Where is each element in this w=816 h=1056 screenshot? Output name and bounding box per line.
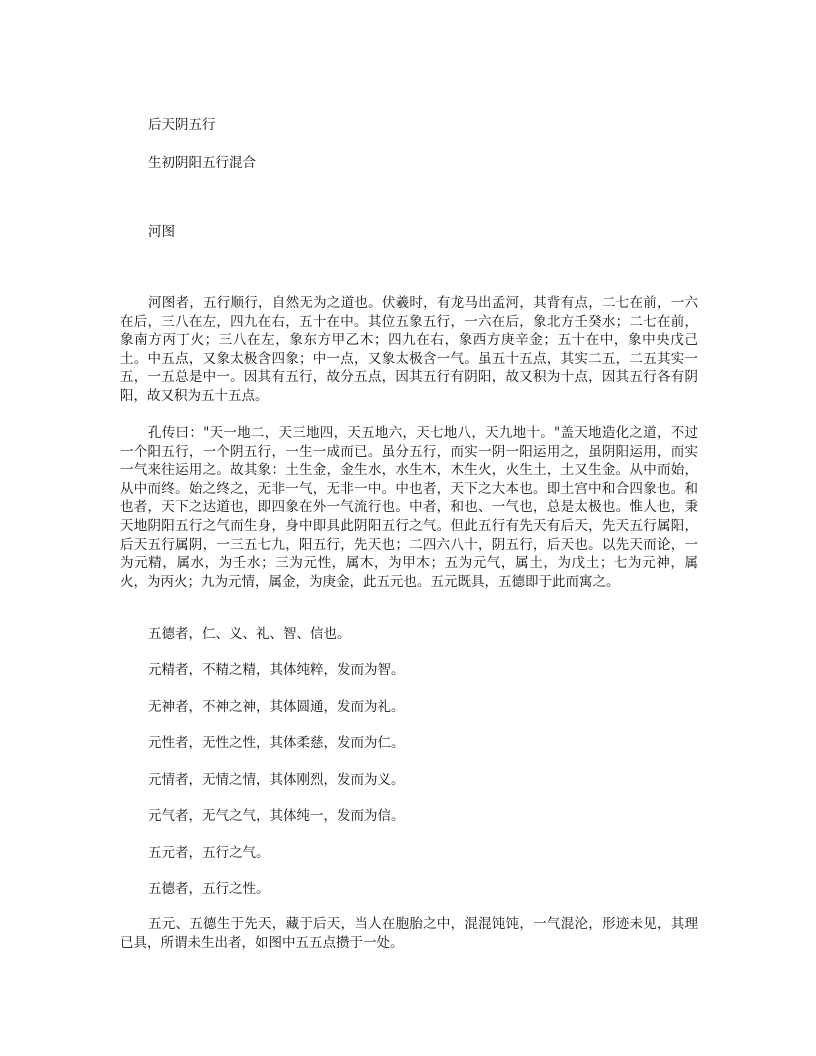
line-yuanqing: 元情者，无情之情，其体刚烈，发而为义。 [148, 772, 405, 788]
line-yuanxing: 元性者，无性之性，其体柔慈，发而为仁。 [148, 735, 405, 751]
line-wude: 五德者，仁、义、礼、智、信也。 [148, 626, 351, 642]
paragraph-hetu: 河图者，五行顺行，自然无为之道也。伏羲时，有龙马出孟河，其背有点，二七在前，一六在后，三八在左，四九在右，五十在中。其位五象五行，一六在后，象北方壬癸水；二七在前，象南方丙丁火；三八在左，象东方甲乙木；四九在右，象西方庚辛金；五十在中，象中央戊己土。中五点，又象太极含四象；中一点，又象太极含一气。虽五十五点，其实二五，二五其实一五，一五总是中一。因其有五行，故分五点，因其五行有阴阳，故又积为十点，因其五行各有阴阳，故又积为五十五点。 [120, 295, 698, 404]
line-wuyuan: 五元者，五行之气。 [148, 845, 270, 861]
line-yuanjing: 元精者，不精之精，其体纯粹，发而为智。 [148, 662, 405, 678]
line-wushen: 无神者，不神之神，其体圆通，发而为礼。 [148, 699, 405, 715]
heading-shengchu: 生初阴阳五行混合 [148, 155, 256, 171]
paragraph-kongzhuan: 孔传曰："天一地二，天三地四，天五地六，天七地八，天九地十。"盖天地造化之道，不过一个阳五行，一个阴五行，一生一成而已。虽分五行，而实一阴一阳运用之，虽阴阳运用，而实一气来往运用之。故其象：土生金，金生水，水生木，木生火，火生土，土又生金。从中而始，从中而终。始之终之，无非一气，无非一中。中也者，天下之大本也。即土宫中和合四象也。和也者，天下之达道也，即四象在外一气流行也。中者，和也、一气也，总是太极也。惟人也，秉天地阴阳五行之气而生身，身中即具此阴阳五行之气。但此五行有先天有后天，先天五行属阳，后天五行属阴，一三五七九，阳五行，先天也；二四六八十，阴五行，后天也。以先天而论，一为元精，属水，为壬水；三为元性，属木，为甲木；五为元气，属土，为戊土；七为元神，属火，为丙火；九为元情，属金，为庚金，此五元也。五元既具，五德即于此而寓之。 [120, 425, 698, 590]
line-wude-xing: 五德者，五行之性。 [148, 881, 270, 897]
heading-houtian: 后天阴五行 [148, 117, 216, 133]
line-yuanqi: 元气者，无气之气，其体纯一，发而为信。 [148, 808, 405, 824]
heading-hetu: 河图 [148, 224, 175, 240]
paragraph-wuyuan-wude: 五元、五德生于先天，藏于后天，当人在胞胎之中，混混饨饨，一气混沦，形迹未见，其理已具，所谓未生出者，如图中五五点攒于一处。 [120, 916, 698, 951]
